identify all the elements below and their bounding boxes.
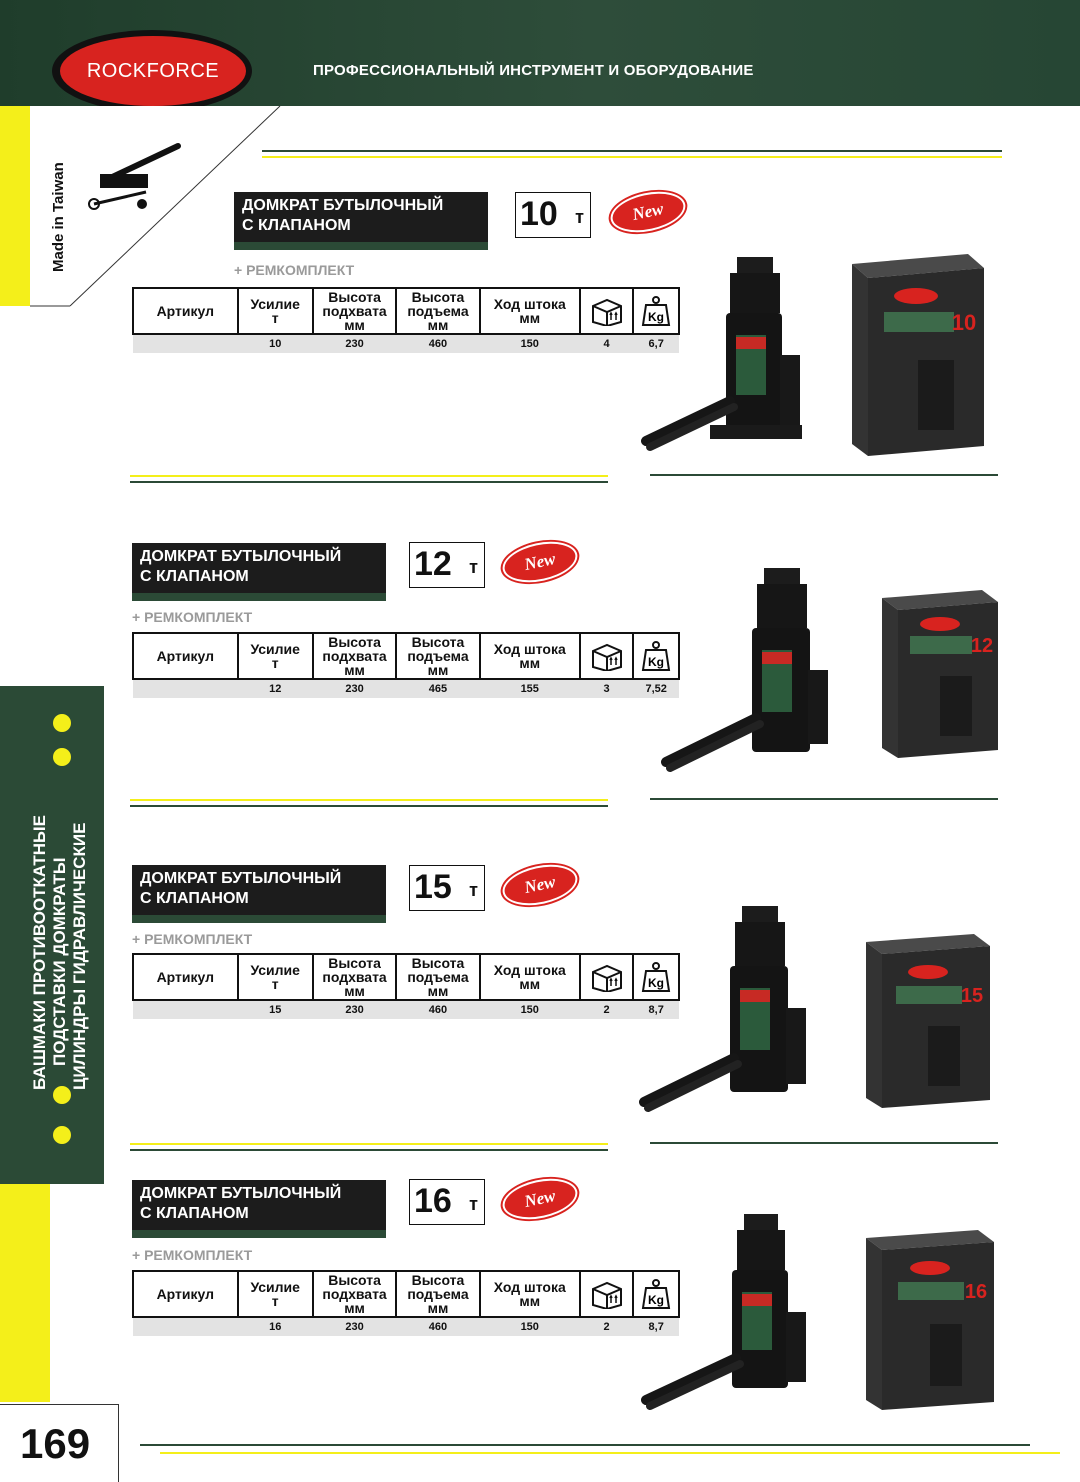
capacity-box: 15 т: [409, 865, 485, 911]
section-rule: [130, 805, 608, 807]
col-pickup-height: Высота подхвата мм: [313, 288, 396, 334]
cell-stroke: 150: [480, 1317, 580, 1336]
spec-data-row: [133, 1000, 679, 1019]
section-rule: [130, 481, 608, 483]
product-box-image: [862, 930, 994, 1112]
section-rule: [262, 150, 1002, 152]
spec-table: [132, 287, 680, 353]
category-label: БАШМАКИ ПРОТИВООТКАТНЫЕ ПОДСТАВКИ ДОМКРАТЫ ЦИЛИНДРЫ ГИДРАВЛИЧЕСКИЕ: [30, 815, 89, 1090]
col-stroke: Ход штока мм: [480, 288, 580, 334]
svg-text:15: 15: [960, 985, 984, 1007]
col-pickup-height: Высота подхвата мм: [313, 954, 396, 1000]
col-article: Артикул: [133, 1271, 238, 1317]
section-rule: [130, 1149, 608, 1151]
repair-kit-label: + РЕМКОМПЛЕКТ: [132, 609, 253, 625]
cell-qty: 2: [580, 1317, 634, 1336]
cell-article: [133, 334, 238, 353]
col-pickup-height: Высота подхвата мм: [313, 633, 396, 679]
bottle-jack-image: [638, 904, 818, 1116]
box-quantity-icon: [580, 954, 634, 1000]
product-box-image: [878, 586, 1002, 762]
yellow-accent-strip-bottom: [0, 1184, 50, 1402]
cell-pickup: 230: [313, 334, 396, 353]
svg-text:16: 16: [964, 1281, 988, 1303]
col-lift-height: Высота подъема мм: [396, 633, 479, 679]
bullet-dot: [53, 714, 71, 732]
cell-stroke: 150: [480, 334, 580, 353]
section-rule: [650, 1142, 998, 1144]
section-rule-yellow: [130, 1143, 608, 1145]
col-stroke: Ход штока мм: [480, 633, 580, 679]
cell-weight: 7,52: [633, 679, 679, 698]
cell-article: [133, 1000, 238, 1019]
bottle-jack-image: [640, 1212, 820, 1412]
cell-force: 16: [238, 1317, 313, 1336]
col-force: Усилие т: [238, 1271, 313, 1317]
cell-lift: 460: [396, 1000, 479, 1019]
new-badge: New: [499, 859, 581, 912]
spec-data-row: [133, 1317, 679, 1336]
spec-header-row: [133, 288, 679, 334]
capacity-box: 16 т: [409, 1179, 485, 1225]
spec-header-row: [133, 954, 679, 1000]
section-rule: [650, 798, 998, 800]
product-box-image: [862, 1226, 998, 1414]
col-article: Артикул: [133, 954, 238, 1000]
cell-article: [133, 1317, 238, 1336]
spec-table: [132, 1270, 680, 1336]
product-box-image: [848, 250, 988, 460]
header-tagline: ПРОФЕССИОНАЛЬНЫЙ ИНСТРУМЕНТ И ОБОРУДОВАНИЕ: [313, 62, 754, 79]
svg-text:10: 10: [951, 310, 977, 335]
spec-header-row: [133, 1271, 679, 1317]
floor-jack-icon: [86, 142, 186, 214]
box-quantity-icon: [580, 1271, 634, 1317]
col-article: Артикул: [133, 633, 238, 679]
section-rule-yellow: [262, 156, 1002, 158]
box-quantity-icon: [580, 633, 634, 679]
col-force: Усилие т: [238, 954, 313, 1000]
svg-text:Kg: Kg: [648, 655, 665, 669]
cell-weight: 8,7: [633, 1317, 679, 1336]
footer-rule: [140, 1444, 1030, 1446]
cell-lift: 465: [396, 679, 479, 698]
cell-force: 15: [238, 1000, 313, 1019]
cell-article: [133, 679, 238, 698]
cell-pickup: 230: [313, 1317, 396, 1336]
new-badge: New: [607, 186, 689, 239]
svg-text:Kg: Kg: [648, 1293, 665, 1307]
cell-pickup: 230: [313, 1000, 396, 1019]
capacity-box: 10 т: [515, 192, 591, 238]
product-title: ДОМКРАТ БУТЫЛОЧНЫЙ С КЛАПАНОМ: [132, 865, 386, 923]
cell-pickup: 230: [313, 679, 396, 698]
cell-force: 10: [238, 334, 313, 353]
footer-rule-yellow: [160, 1452, 1060, 1454]
spec-table: [132, 953, 680, 1019]
col-lift-height: Высота подъема мм: [396, 1271, 479, 1317]
svg-text:Kg: Kg: [648, 976, 665, 990]
capacity-box: 12 т: [409, 542, 485, 588]
product-title: ДОМКРАТ БУТЫЛОЧНЫЙ С КЛАПАНОМ: [132, 1180, 386, 1238]
new-badge: New: [499, 536, 581, 589]
new-badge: New: [499, 1173, 581, 1226]
spec-data-row: [133, 334, 679, 353]
repair-kit-label: + РЕМКОМПЛЕКТ: [234, 262, 355, 278]
cell-stroke: 155: [480, 679, 580, 698]
col-stroke: Ход штока мм: [480, 1271, 580, 1317]
cell-qty: 3: [580, 679, 634, 698]
made-in-label: Made in Taiwan: [50, 162, 67, 272]
repair-kit-label: + РЕМКОМПЛЕКТ: [132, 931, 253, 947]
section-rule-yellow: [130, 799, 608, 801]
col-article: Артикул: [133, 288, 238, 334]
box-quantity-icon: [580, 288, 634, 334]
col-stroke: Ход штока мм: [480, 954, 580, 1000]
cell-weight: 6,7: [633, 334, 679, 353]
col-pickup-height: Высота подхвата мм: [313, 1271, 396, 1317]
section-rule: [650, 474, 998, 476]
spec-data-row: [133, 679, 679, 698]
col-lift-height: Высота подъема мм: [396, 954, 479, 1000]
spec-header-row: [133, 633, 679, 679]
col-lift-height: Высота подъема мм: [396, 288, 479, 334]
cell-force: 12: [238, 679, 313, 698]
cell-lift: 460: [396, 334, 479, 353]
repair-kit-label: + РЕМКОМПЛЕКТ: [132, 1247, 253, 1263]
cell-qty: 4: [580, 334, 634, 353]
product-title: ДОМКРАТ БУТЫЛОЧНЫЙ С КЛАПАНОМ: [132, 543, 386, 601]
product-title: ДОМКРАТ БУТЫЛОЧНЫЙ С КЛАПАНОМ: [234, 192, 488, 250]
cell-qty: 2: [580, 1000, 634, 1019]
bullet-dot: [53, 1126, 71, 1144]
cell-lift: 460: [396, 1317, 479, 1336]
cell-weight: 8,7: [633, 1000, 679, 1019]
cell-stroke: 150: [480, 1000, 580, 1019]
col-force: Усилие т: [238, 288, 313, 334]
page-number: 169: [20, 1420, 91, 1467]
col-force: Усилие т: [238, 633, 313, 679]
spec-table: [132, 632, 680, 698]
bottle-jack-image: [640, 255, 810, 455]
bottle-jack-image: [660, 566, 840, 776]
section-rule-yellow: [130, 475, 608, 477]
svg-text:Kg: Kg: [648, 310, 665, 324]
brand-logo-text: ROCKFORCE: [60, 36, 246, 106]
bullet-dot: [53, 748, 71, 766]
svg-text:12: 12: [970, 635, 994, 657]
